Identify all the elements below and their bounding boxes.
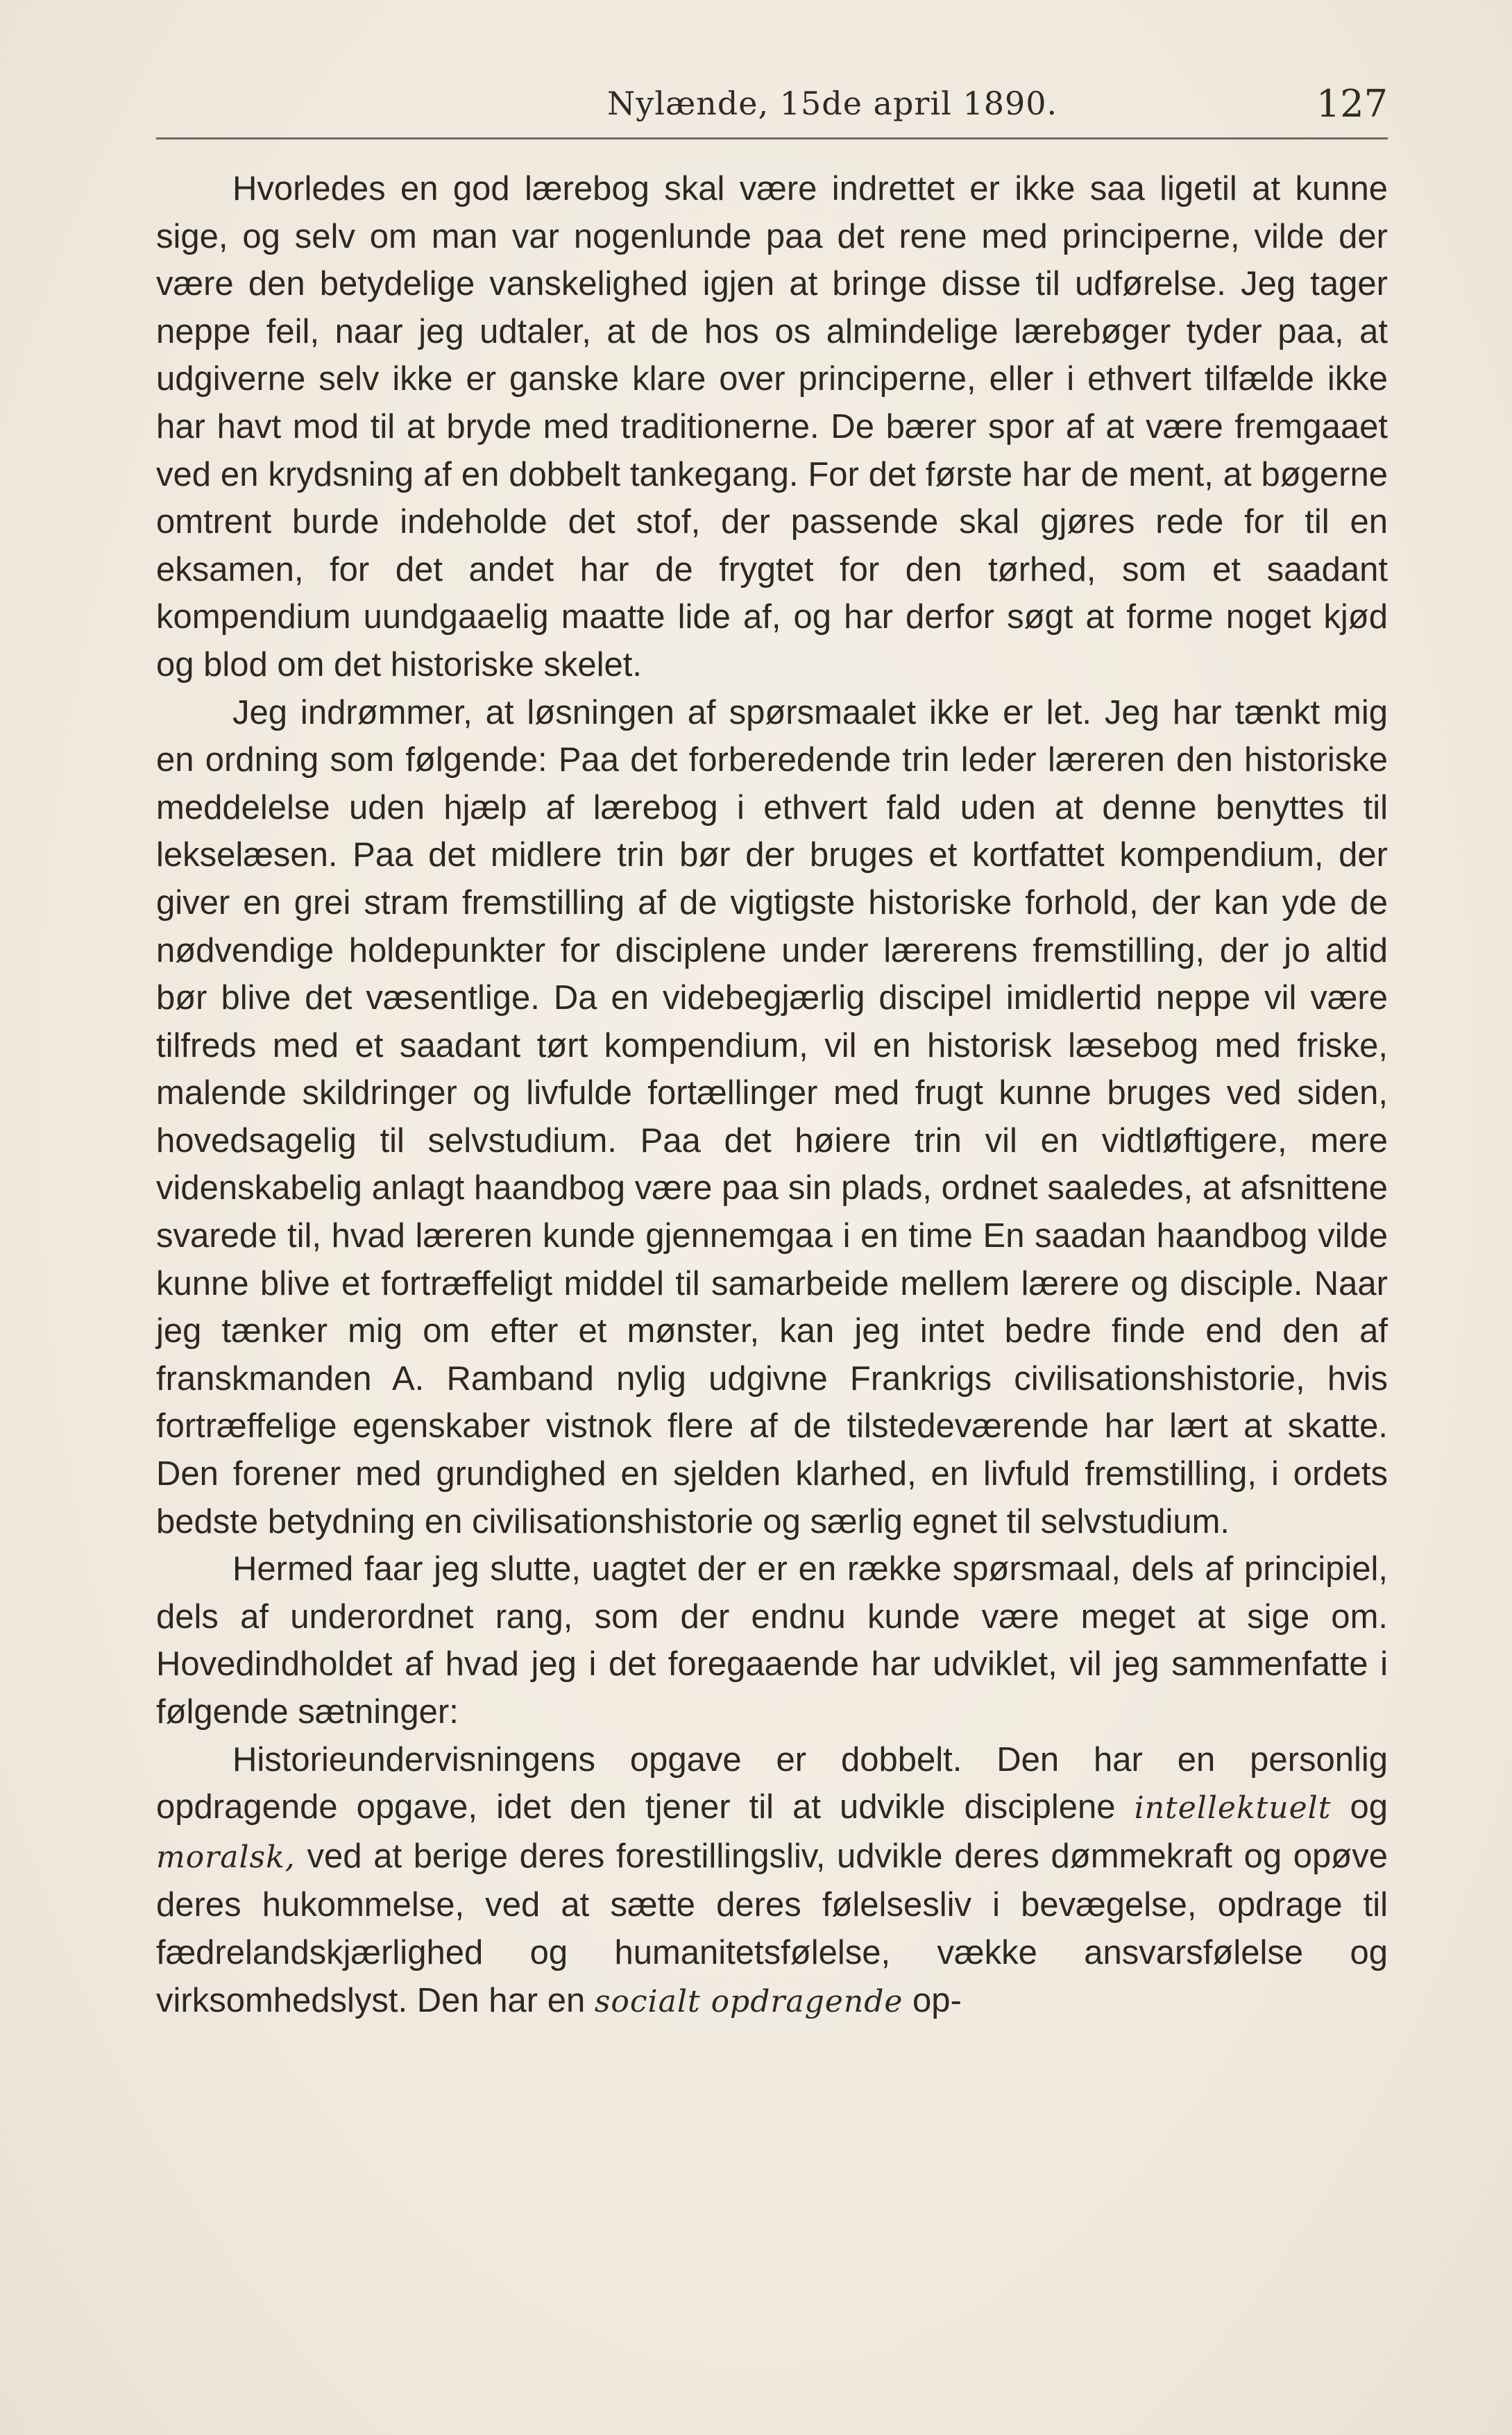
paragraph [156,1545,1388,1736]
italic-term: socialt opdragende [594,1983,903,2019]
paragraph [156,165,1388,689]
italic-term: moralsk, [156,1839,296,1875]
paragraph [156,689,1388,1546]
running-title: Nylænde, 15de april 1890. [607,85,1058,122]
paragraph-text: og [1331,1788,1388,1826]
paragraph-text: Historieundervisningens opgave er dobbelt. Den har en personlig opdragende opgave, idet den tjener til at udvikle disciplene [156,1740,1388,1826]
paragraph-text: Hermed faar jeg slutte, uagtet der er en række spørsmaal, dels af principiel, dels af underordnet rang, som der endnu kunde være meget at sige om. Hovedindholdet af hvad jeg i det foregaaende har udviklet, vil jeg sammenfatte i følgende sætninger: [156,1550,1388,1731]
header-rule [156,137,1388,139]
paragraph [156,1736,1388,2026]
italic-term: intellektuelt [1134,1790,1332,1826]
paragraph-text: ved at berige deres forestillingsliv, udvikle deres dømmekraft og opøve deres hukommelse, ved at sætte deres følelsesliv i bevægelse, opdrage til fædrelandskjærlighed og humanitetsfølelse, vække ansvarsfølelse og virksomhedslyst. Den har en [156,1837,1388,2019]
page-number: 127 [1316,82,1388,126]
paragraph-text: Hvorledes en god lærebog skal være indrettet er ikke saa ligetil at kunne sige, og selv om man var nogenlunde paa det rene med principerne, vilde der være den betydelige vanskelighed igjen at bringe disse til udførelse. Jeg tager neppe feil, naar jeg udtaler, at de hos os almindelige lærebøger tyder paa, at udgiverne selv ikke er ganske klare over principerne, eller i ethvert tilfælde ikke har havt mod til at bryde med traditionerne. De bærer spor af at være fremgaaet ved en krydsning af en dobbelt tankegang. For det første har de ment, at bøgerne omtrent burde indeholde det stof, der passende skal gjøres rede for til en eksamen, for det andet har de frygtet for den tørhed, som et saadant kompendium uundgaaelig maatte lide af, og har derfor søgt at forme noget kjød og blod om det historiske skelet. [156,170,1388,684]
paragraph-text: op- [903,1981,962,2019]
paragraph-text: Jeg indrømmer, at løsningen af spørsmaalet ikke er let. Jeg har tænkt mig en ordning som følgende: Paa det forberedende trin leder læreren den historiske meddelelse uden hjælp af lærebog i ethvert fald uden at denne benyttes til lekselæsen. Paa det midlere trin bør der bruges et kortfattet kompendium, der giver en grei stram fremstilling af de vigtigste historiske forhold, der kan yde de nødvendige holdepunkter for disciplene under lærerens fremstilling, der jo altid bør blive det væsentlige. Da en videbegjærlig discipel imidlertid neppe vil være tilfreds med et saadant tørt kompendium, vil en historisk læsebog med friske, malende skildringer og livfulde fortællinger med frugt kunne bruges ved siden, hovedsagelig til selvstudium. Paa det høiere trin vil en vidtløftigere, mere videnskabelig anlagt haandbog være paa sin plads, ordnet saaledes, at afsnittene svarede til, hvad læreren kunde gjennemgaa i en time En saadan haandbog vilde kunne blive et fortræffeligt middel til samarbeide mellem lærere og disciple. Naar jeg tænker mig om efter et mønster, kan jeg intet bedre finde end den af franskmanden A. Ramband nylig udgivne Frankrigs civilisationshistorie, hvis fortræffelige egenskaber vistnok flere af de tilstedeværende har lært at skatte. Den forener med grundighed en sjelden klarhed, en livfuld fremstilling, i ordets bedste betydning en civilisationshistorie og særlig egnet til selvstudium. [156,693,1388,1541]
body-text [156,165,1388,2026]
running-header [156,82,1388,144]
